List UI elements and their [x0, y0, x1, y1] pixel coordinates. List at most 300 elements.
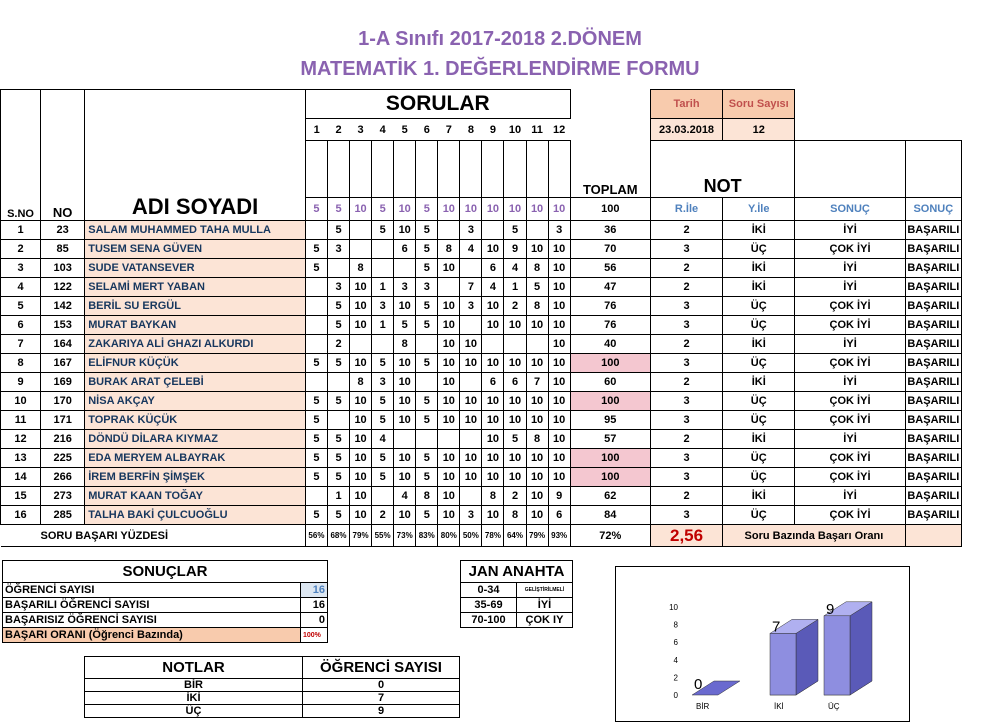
y-cell: İKİ	[723, 335, 795, 354]
score-cell	[372, 335, 394, 354]
score-cell: 10	[350, 411, 372, 430]
student-name: İREM BERFİN ŞİMŞEK	[85, 468, 306, 487]
score-cell: 10	[482, 392, 504, 411]
question-number: 1	[305, 119, 327, 141]
score-cell	[394, 430, 416, 449]
score-cell: 2	[504, 487, 526, 506]
no-cell: 225	[41, 449, 85, 468]
score-cell: 10	[350, 316, 372, 335]
score-cell	[526, 335, 548, 354]
question-percent: 80%	[438, 525, 460, 547]
score-cell: 5	[305, 449, 327, 468]
score-cell	[305, 335, 327, 354]
score-cell: 1	[372, 278, 394, 297]
score-cell: 10	[548, 278, 570, 297]
grade-table	[0, 89, 962, 547]
score-cell: 5	[327, 221, 349, 240]
no-cell: 167	[41, 354, 85, 373]
no-cell: 170	[41, 392, 85, 411]
sonuclar-label: BAŞARI ORANI (Öğrenci Bazında)	[3, 628, 301, 643]
score-cell: 10	[438, 259, 460, 278]
score-cell: 5	[416, 449, 438, 468]
score-cell: 8	[438, 240, 460, 259]
student-row	[1, 487, 962, 506]
category-label: BİR	[696, 702, 710, 711]
no-cell: 142	[41, 297, 85, 316]
sonuc2-header: SONUÇ	[905, 198, 961, 221]
total-cell: 36	[570, 221, 650, 240]
student-row	[1, 411, 962, 430]
score-cell: 5	[504, 430, 526, 449]
score-cell	[350, 240, 372, 259]
sonuc-cell: ÇOK İYİ	[795, 411, 905, 430]
bar-side	[850, 602, 872, 695]
question-points: 10	[350, 198, 372, 221]
score-cell	[482, 221, 504, 240]
r-cell: 2	[650, 373, 722, 392]
r-cell: 3	[650, 316, 722, 335]
student-row	[1, 240, 962, 259]
score-cell: 10	[526, 354, 548, 373]
student-row	[1, 354, 962, 373]
y-cell: İKİ	[723, 221, 795, 240]
score-cell: 5	[327, 430, 349, 449]
blank-cell	[548, 141, 570, 198]
blank-cell	[327, 141, 349, 198]
score-cell: 5	[416, 506, 438, 525]
question-percent: 93%	[548, 525, 570, 547]
sonuclar-title: SONUÇLAR	[3, 561, 328, 583]
sonuc-cell: İYİ	[795, 430, 905, 449]
sno-cell: 2	[1, 240, 41, 259]
score-cell: 1	[504, 278, 526, 297]
sno-cell: 9	[1, 373, 41, 392]
score-cell: 10	[526, 506, 548, 525]
sonuc2-cell: BAŞARILI	[905, 392, 961, 411]
score-cell: 10	[438, 487, 460, 506]
no-cell: 273	[41, 487, 85, 506]
score-cell: 10	[548, 430, 570, 449]
score-cell	[438, 430, 460, 449]
score-cell: 10	[526, 392, 548, 411]
score-cell: 10	[460, 354, 482, 373]
r-cell: 2	[650, 430, 722, 449]
score-cell: 10	[394, 354, 416, 373]
sonuc2-cell: BAŞARILI	[905, 335, 961, 354]
no-cell: 85	[41, 240, 85, 259]
y-cell: İKİ	[723, 487, 795, 506]
score-cell: 10	[438, 373, 460, 392]
sonuclar-label: BAŞARILI ÖĞRENCİ SAYISI	[3, 598, 301, 613]
score-cell: 10	[394, 297, 416, 316]
blank-cell	[438, 141, 460, 198]
score-cell: 10	[548, 240, 570, 259]
score-cell: 10	[526, 468, 548, 487]
blank-cell	[350, 141, 372, 198]
bar	[770, 633, 796, 695]
student-name: MURAT BAYKAN	[85, 316, 306, 335]
score-cell: 5	[372, 392, 394, 411]
average-grade: 2,56	[650, 525, 722, 547]
score-cell: 10	[548, 297, 570, 316]
sonuc-cell: İYİ	[795, 487, 905, 506]
no-cell: 169	[41, 373, 85, 392]
data-label: 0	[694, 676, 703, 693]
student-row	[1, 335, 962, 354]
score-cell: 4	[460, 240, 482, 259]
anahtar-title: JAN ANAHTA	[461, 561, 573, 583]
score-cell: 5	[327, 449, 349, 468]
score-cell: 3	[548, 221, 570, 240]
score-cell: 10	[482, 506, 504, 525]
score-cell	[460, 316, 482, 335]
tarih-label: Tarih	[650, 90, 722, 119]
score-cell: 10	[438, 354, 460, 373]
sno-cell: 14	[1, 468, 41, 487]
score-cell	[460, 373, 482, 392]
question-percent: 50%	[460, 525, 482, 547]
score-cell: 5	[305, 240, 327, 259]
score-cell: 10	[460, 449, 482, 468]
page-title: 1-A Sınıfı 2017-2018 2.DÖNEM	[358, 28, 642, 50]
blank-cell	[905, 141, 961, 198]
total-cell: 57	[570, 430, 650, 449]
score-cell: 10	[548, 316, 570, 335]
score-cell: 10	[394, 221, 416, 240]
y-cell: İKİ	[723, 373, 795, 392]
student-row	[1, 449, 962, 468]
sno-cell: 4	[1, 278, 41, 297]
score-cell: 5	[526, 278, 548, 297]
score-cell: 5	[305, 259, 327, 278]
y-cell: ÜÇ	[723, 297, 795, 316]
sonuclar-table	[2, 560, 328, 643]
score-cell: 10	[394, 392, 416, 411]
sorular-header: SORULAR	[305, 90, 570, 119]
soru-sayisi-label: Soru Sayısı	[723, 90, 795, 119]
question-points: 5	[416, 198, 438, 221]
sonuc-cell: ÇOK İYİ	[795, 316, 905, 335]
student-row	[1, 506, 962, 525]
score-cell	[526, 221, 548, 240]
score-cell	[416, 335, 438, 354]
student-row	[1, 259, 962, 278]
score-cell: 10	[504, 316, 526, 335]
score-cell: 10	[548, 449, 570, 468]
score-cell: 10	[438, 449, 460, 468]
score-cell: 5	[327, 468, 349, 487]
notlar-label: ÜÇ	[85, 705, 303, 718]
anahtar-label: ÇOK IY	[517, 613, 573, 628]
question-percent: 78%	[482, 525, 504, 547]
score-cell: 10	[438, 335, 460, 354]
anahtar-label: İYİ	[517, 598, 573, 613]
score-cell: 3	[416, 278, 438, 297]
score-cell: 10	[350, 430, 372, 449]
sno-cell: 12	[1, 430, 41, 449]
question-points: 10	[394, 198, 416, 221]
score-cell	[305, 316, 327, 335]
blank-cell	[526, 141, 548, 198]
y-cell: ÜÇ	[723, 354, 795, 373]
question-number: 10	[504, 119, 526, 141]
score-cell	[438, 278, 460, 297]
score-cell: 10	[438, 468, 460, 487]
y-ile-header: Y.İle	[723, 198, 795, 221]
r-cell: 3	[650, 392, 722, 411]
score-cell	[460, 259, 482, 278]
score-cell: 5	[305, 354, 327, 373]
sonuc2-cell: BAŞARILI	[905, 240, 961, 259]
score-cell	[305, 373, 327, 392]
score-cell: 10	[482, 316, 504, 335]
score-cell: 4	[482, 278, 504, 297]
score-cell: 3	[460, 506, 482, 525]
score-cell: 5	[305, 430, 327, 449]
y-cell: ÜÇ	[723, 449, 795, 468]
sonuc-cell: ÇOK İYİ	[795, 468, 905, 487]
no-cell: 153	[41, 316, 85, 335]
no-cell: 23	[41, 221, 85, 240]
total-cell: 56	[570, 259, 650, 278]
sonuc-header: SONUÇ	[795, 198, 905, 221]
sonuclar-value: 100%	[301, 628, 328, 643]
score-cell: 1	[327, 487, 349, 506]
score-cell: 1	[372, 316, 394, 335]
score-cell	[350, 335, 372, 354]
score-cell: 8	[526, 259, 548, 278]
score-cell	[504, 335, 526, 354]
sonuc2-cell: BAŞARILI	[905, 221, 961, 240]
score-cell: 10	[548, 392, 570, 411]
sonuc-cell: İYİ	[795, 259, 905, 278]
r-cell: 3	[650, 468, 722, 487]
anahtar-range: 35-69	[461, 598, 517, 613]
score-cell: 5	[327, 316, 349, 335]
sonuc-cell: İYİ	[795, 373, 905, 392]
question-percent: 79%	[526, 525, 548, 547]
notlar-label: BİR	[85, 679, 303, 692]
student-row	[1, 430, 962, 449]
sonuc-cell: ÇOK İYİ	[795, 449, 905, 468]
score-cell: 10	[548, 259, 570, 278]
score-cell: 10	[394, 373, 416, 392]
spacer	[570, 119, 650, 141]
score-cell: 10	[526, 449, 548, 468]
student-name: EDA MERYEM ALBAYRAK	[85, 449, 306, 468]
notlar-value: 9	[303, 705, 460, 718]
sonuc-cell: ÇOK İYİ	[795, 506, 905, 525]
anahtar-label: GELİŞTİRİLMELİ	[517, 583, 573, 598]
score-cell: 10	[482, 449, 504, 468]
score-cell: 5	[327, 354, 349, 373]
score-cell: 5	[416, 411, 438, 430]
question-percent: 83%	[416, 525, 438, 547]
score-cell	[372, 487, 394, 506]
sno-cell: 16	[1, 506, 41, 525]
sonuc2-cell: BAŞARILI	[905, 278, 961, 297]
score-cell: 10	[438, 506, 460, 525]
sonuclar-value: 16	[301, 583, 328, 598]
score-cell: 10	[504, 449, 526, 468]
score-cell: 10	[394, 449, 416, 468]
score-cell: 3	[460, 297, 482, 316]
score-cell: 8	[350, 373, 372, 392]
question-points: 5	[327, 198, 349, 221]
question-points: 10	[526, 198, 548, 221]
student-name: BURAK ARAT ÇELEBİ	[85, 373, 306, 392]
question-points: 5	[372, 198, 394, 221]
score-cell: 8	[482, 487, 504, 506]
y-cell: ÜÇ	[723, 316, 795, 335]
score-cell	[305, 487, 327, 506]
success-percent-label: SORU BAŞARI YÜZDESİ	[1, 525, 306, 547]
bar	[824, 616, 850, 695]
data-label: 9	[826, 600, 835, 618]
student-row	[1, 297, 962, 316]
sonuc-cell: İYİ	[795, 221, 905, 240]
score-cell: 10	[482, 430, 504, 449]
anahtar-table	[460, 560, 573, 628]
no-cell: 216	[41, 430, 85, 449]
student-name: ELİFNUR KÜÇÜK	[85, 354, 306, 373]
tarih-value: 23.03.2018	[650, 119, 722, 141]
data-label: 7	[772, 618, 781, 636]
sonuclar-label: BAŞARISIZ ÖĞRENCİ SAYISI	[3, 613, 301, 628]
total-percent: 72%	[570, 525, 650, 547]
notlar-header: NOTLAR	[85, 657, 303, 679]
score-cell: 5	[394, 316, 416, 335]
y-cell: İKİ	[723, 278, 795, 297]
score-cell: 10	[394, 506, 416, 525]
r-cell: 3	[650, 297, 722, 316]
question-number: 5	[394, 119, 416, 141]
blank-cell	[394, 141, 416, 198]
student-row	[1, 316, 962, 335]
total-cell: 100	[570, 449, 650, 468]
score-cell: 10	[482, 411, 504, 430]
question-number: 11	[526, 119, 548, 141]
question-points: 10	[460, 198, 482, 221]
total-cell: 84	[570, 506, 650, 525]
page-subtitle: MATEMATİK 1. DEĞERLENDİRME FORMU	[300, 58, 700, 80]
score-cell: 10	[526, 316, 548, 335]
student-name: SALAM MUHAMMED TAHA MULLA	[85, 221, 306, 240]
no-cell: 285	[41, 506, 85, 525]
score-cell: 10	[504, 468, 526, 487]
score-cell: 5	[416, 297, 438, 316]
student-name: NİSA AKÇAY	[85, 392, 306, 411]
sno-cell: 13	[1, 449, 41, 468]
score-cell: 3	[394, 278, 416, 297]
score-cell	[372, 259, 394, 278]
score-cell: 10	[548, 373, 570, 392]
sonuc-cell: İYİ	[795, 335, 905, 354]
y-cell: ÜÇ	[723, 468, 795, 487]
sno-cell: 10	[1, 392, 41, 411]
score-cell: 10	[482, 297, 504, 316]
score-cell	[482, 335, 504, 354]
score-cell	[416, 430, 438, 449]
student-name: DÖNDÜ DİLARA KIYMAZ	[85, 430, 306, 449]
score-cell: 5	[416, 240, 438, 259]
score-cell: 2	[372, 506, 394, 525]
not-header: NOT	[650, 141, 794, 198]
score-cell	[394, 259, 416, 278]
question-percent: 64%	[504, 525, 526, 547]
total-cell: 76	[570, 316, 650, 335]
score-cell: 10	[438, 392, 460, 411]
score-cell: 10	[350, 487, 372, 506]
score-cell: 3	[327, 278, 349, 297]
score-cell: 8	[350, 259, 372, 278]
blank-cell	[482, 141, 504, 198]
score-cell: 10	[548, 468, 570, 487]
score-cell: 8	[526, 297, 548, 316]
notlar-table	[84, 656, 460, 718]
score-cell: 10	[394, 411, 416, 430]
student-name: BERİL SU ERGÜL	[85, 297, 306, 316]
score-cell: 3	[372, 373, 394, 392]
score-cell	[327, 411, 349, 430]
spacer	[795, 119, 905, 141]
total-cell: 95	[570, 411, 650, 430]
sonuclar-value: 16	[301, 598, 328, 613]
score-cell	[438, 221, 460, 240]
r-ile-header: R.İle	[650, 198, 722, 221]
total-cell: 62	[570, 487, 650, 506]
score-cell	[372, 240, 394, 259]
y-cell: İKİ	[723, 259, 795, 278]
score-cell: 6	[394, 240, 416, 259]
score-cell: 5	[416, 354, 438, 373]
score-cell: 9	[504, 240, 526, 259]
student-name: ZAKARIYA ALİ GHAZI ALKURDI	[85, 335, 306, 354]
question-number: 3	[350, 119, 372, 141]
notlar-value: 7	[303, 692, 460, 705]
question-percent: 79%	[350, 525, 372, 547]
question-number: 7	[438, 119, 460, 141]
r-cell: 2	[650, 278, 722, 297]
score-cell	[460, 430, 482, 449]
blank-cell	[372, 141, 394, 198]
score-cell	[305, 278, 327, 297]
question-points: 10	[548, 198, 570, 221]
score-cell: 4	[372, 430, 394, 449]
score-cell: 5	[305, 392, 327, 411]
score-cell: 10	[350, 392, 372, 411]
notlar-label: İKİ	[85, 692, 303, 705]
score-cell: 7	[526, 373, 548, 392]
score-cell: 5	[504, 221, 526, 240]
ogrenci-sayisi-header: ÖĞRENCİ SAYISI	[303, 657, 460, 679]
score-cell: 10	[350, 449, 372, 468]
score-cell: 6	[504, 373, 526, 392]
score-cell: 10	[482, 468, 504, 487]
score-cell: 8	[504, 506, 526, 525]
score-cell	[305, 297, 327, 316]
score-cell: 5	[372, 468, 394, 487]
y-tick-label: 10	[669, 603, 678, 612]
blank-cell	[305, 141, 327, 198]
score-cell: 5	[416, 259, 438, 278]
sonuc-cell: ÇOK İYİ	[795, 240, 905, 259]
r-cell: 3	[650, 354, 722, 373]
student-name: SUDE VATANSEVER	[85, 259, 306, 278]
r-cell: 2	[650, 487, 722, 506]
total-cell: 100	[570, 468, 650, 487]
blank-cell	[460, 141, 482, 198]
